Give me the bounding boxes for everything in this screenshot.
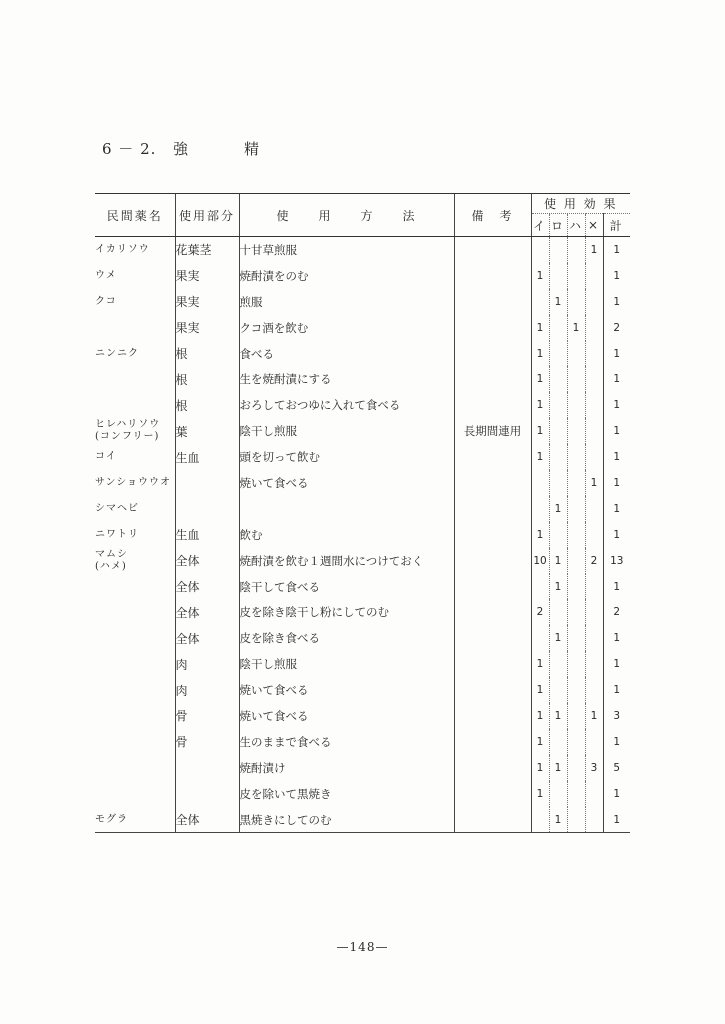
effect-total: 1 [603, 392, 630, 418]
effect-ro-count: 1 [549, 548, 567, 574]
table-row [95, 703, 630, 729]
usage-method: 焼いて食べる [239, 703, 454, 729]
effect-x-count [585, 599, 603, 625]
effect-total: 1 [603, 341, 630, 367]
effect-i-count: 10 [531, 548, 549, 574]
effect-i-count [531, 807, 549, 833]
page-number: —148— [336, 940, 389, 954]
effect-x-count [585, 781, 603, 807]
col-header-name: 民間薬名 [95, 194, 175, 237]
effect-total: 5 [603, 755, 630, 781]
remark [454, 625, 531, 651]
part-used: 全体 [175, 625, 239, 651]
effect-i-count: 1 [531, 755, 549, 781]
col-header-effect-ha: ハ [567, 214, 585, 237]
herb-name: ヒレハリソウ [95, 419, 161, 431]
effect-ro-count [549, 418, 567, 444]
table-row [95, 651, 630, 677]
effect-ha-count [567, 496, 585, 522]
remark: 長期間連用 [454, 418, 531, 444]
effect-total: 1 [603, 651, 630, 677]
part-used: 根 [175, 392, 239, 418]
remark [454, 781, 531, 807]
effect-x-count [585, 625, 603, 651]
effect-i-count: 1 [531, 522, 549, 548]
herb-name-cell [95, 548, 175, 574]
part-used: 果実 [175, 315, 239, 341]
effect-ha-count [567, 755, 585, 781]
effect-ro-count [549, 444, 567, 470]
part-used: 骨 [175, 703, 239, 729]
effect-ro-count [549, 392, 567, 418]
effect-x-count: 1 [585, 703, 603, 729]
table-row [95, 315, 630, 341]
table-row [95, 574, 630, 600]
remark [454, 444, 531, 470]
table-row [95, 677, 630, 703]
part-used [175, 781, 239, 807]
usage-method: おろしておつゆに入れて食べる [239, 392, 454, 418]
effect-total: 1 [603, 781, 630, 807]
table-row [95, 341, 630, 367]
effect-total: 1 [603, 470, 630, 496]
section-number: 6 － 2. [102, 140, 157, 158]
remark [454, 470, 531, 496]
effect-ro-count [549, 522, 567, 548]
effect-ro-count: 1 [549, 703, 567, 729]
usage-method: 皮を除き陰干し粉にしてのむ [239, 599, 454, 625]
effect-total: 1 [603, 418, 630, 444]
remark [454, 392, 531, 418]
herb-name-cell [95, 392, 175, 418]
effect-total: 1 [603, 444, 630, 470]
herb-name-cell [95, 755, 175, 781]
effect-i-count [531, 237, 549, 263]
herb-name-cell [95, 574, 175, 600]
herb-name-cell [95, 651, 175, 677]
effect-ro-count [549, 651, 567, 677]
effect-total: 1 [603, 496, 630, 522]
effect-total: 1 [603, 574, 630, 600]
effect-total: 3 [603, 703, 630, 729]
table-row [95, 289, 630, 315]
table-row [95, 444, 630, 470]
part-used: 全体 [175, 574, 239, 600]
table-row [95, 418, 630, 444]
usage-method: 焼酎漬け [239, 755, 454, 781]
remark [454, 599, 531, 625]
effect-total: 2 [603, 315, 630, 341]
effect-total: 13 [603, 548, 630, 574]
section-title-char-1: 強 [173, 140, 190, 158]
effect-ha-count [567, 418, 585, 444]
usage-method: 飲む [239, 522, 454, 548]
part-used: 生血 [175, 444, 239, 470]
effect-x-count [585, 677, 603, 703]
remark [454, 366, 531, 392]
effect-ro-count [549, 599, 567, 625]
effect-ro-count [549, 366, 567, 392]
effect-ha-count [567, 470, 585, 496]
usage-method: 食べる [239, 341, 454, 367]
col-header-part: 使用部分 [175, 194, 239, 237]
effect-ha-count [567, 522, 585, 548]
effect-x-count [585, 366, 603, 392]
part-used: 全体 [175, 548, 239, 574]
remark [454, 315, 531, 341]
effect-ro-count: 1 [549, 289, 567, 315]
effect-i-count: 2 [531, 599, 549, 625]
herb-name-cell [95, 470, 175, 496]
effect-ro-count [549, 341, 567, 367]
effect-ha-count [567, 237, 585, 263]
effect-ha-count [567, 781, 585, 807]
herb-name: モグラ [95, 813, 128, 825]
herb-name: ウメ [95, 269, 117, 281]
part-used: 生血 [175, 522, 239, 548]
part-used: 根 [175, 341, 239, 367]
herb-name-cell [95, 496, 175, 522]
table-row [95, 755, 630, 781]
remark [454, 289, 531, 315]
col-header-effects: 使 用 効 果 [531, 194, 630, 214]
effect-i-count [531, 470, 549, 496]
effect-x-count [585, 807, 603, 833]
remark [454, 807, 531, 833]
part-used: 全体 [175, 807, 239, 833]
effect-ha-count [567, 729, 585, 755]
table-row [95, 625, 630, 651]
effect-x-count: 3 [585, 755, 603, 781]
effect-i-count [531, 289, 549, 315]
herb-name-cell [95, 625, 175, 651]
effect-x-count: 1 [585, 237, 603, 263]
col-header-method: 使 用 方 法 [239, 194, 454, 237]
effect-ha-count [567, 392, 585, 418]
usage-method: 十甘草煎服 [239, 237, 454, 263]
effect-ha-count [567, 625, 585, 651]
table-row [95, 807, 630, 833]
section-title-char-2: 精 [244, 140, 261, 158]
effect-ro-count [549, 237, 567, 263]
table-row [95, 599, 630, 625]
effect-x-count [585, 418, 603, 444]
effect-total: 1 [603, 237, 630, 263]
effect-ro-count [549, 677, 567, 703]
herb-name-cell [95, 341, 175, 367]
herb-name-cell [95, 418, 175, 444]
herb-name: サンショウウオ [95, 476, 172, 488]
herb-alt-name: (ハメ) [95, 560, 127, 572]
effect-i-count: 1 [531, 418, 549, 444]
col-header-note: 備 考 [454, 194, 531, 237]
effect-x-count [585, 444, 603, 470]
herb-name-cell [95, 729, 175, 755]
herb-name: ニワトリ [95, 528, 139, 540]
effect-i-count: 1 [531, 729, 549, 755]
part-used: 根 [175, 366, 239, 392]
herb-name-cell [95, 807, 175, 833]
effect-ha-count [567, 366, 585, 392]
folk-medicine-table [95, 193, 630, 833]
usage-method: 頭を切って飲む [239, 444, 454, 470]
effect-x-count [585, 341, 603, 367]
effect-total: 1 [603, 289, 630, 315]
part-used: 花葉茎 [175, 237, 239, 263]
effect-x-count [585, 289, 603, 315]
effect-x-count [585, 496, 603, 522]
effect-ro-count [549, 470, 567, 496]
herb-name: シマヘビ [95, 502, 139, 514]
usage-method [239, 496, 454, 522]
remark [454, 677, 531, 703]
remark [454, 574, 531, 600]
remark [454, 341, 531, 367]
part-used [175, 470, 239, 496]
effect-i-count: 1 [531, 703, 549, 729]
remark [454, 703, 531, 729]
table-row [95, 366, 630, 392]
part-used: 葉 [175, 418, 239, 444]
usage-method: 焼いて食べる [239, 677, 454, 703]
table-row [95, 237, 630, 263]
effect-i-count: 1 [531, 341, 549, 367]
effect-ha-count [567, 548, 585, 574]
herb-name: ニンニク [95, 347, 139, 359]
effect-i-count: 1 [531, 781, 549, 807]
part-used: 全体 [175, 599, 239, 625]
effect-i-count: 1 [531, 315, 549, 341]
herb-name-cell [95, 677, 175, 703]
usage-method: 陰干し煎服 [239, 651, 454, 677]
effect-i-count: 1 [531, 677, 549, 703]
effect-total: 2 [603, 599, 630, 625]
herb-name-cell [95, 599, 175, 625]
usage-method: 陰干し煎服 [239, 418, 454, 444]
remark [454, 548, 531, 574]
herb-name: イカリソウ [95, 243, 150, 255]
part-used [175, 496, 239, 522]
herb-name-cell [95, 237, 175, 263]
herb-name: マムシ [95, 548, 128, 560]
usage-method: 陰干して食べる [239, 574, 454, 600]
usage-method: 焼酎漬を飲む１週間水につけておく [239, 548, 454, 574]
effect-i-count [531, 574, 549, 600]
effect-ro-count [549, 729, 567, 755]
herb-name-cell [95, 444, 175, 470]
remark [454, 729, 531, 755]
effect-total: 1 [603, 625, 630, 651]
usage-method: 皮を除いて黒焼き [239, 781, 454, 807]
remark [454, 237, 531, 263]
effect-x-count [585, 392, 603, 418]
table-row [95, 496, 630, 522]
herb-name-cell [95, 315, 175, 341]
effect-i-count: 1 [531, 263, 549, 289]
effect-ha-count [567, 289, 585, 315]
part-used: 骨 [175, 729, 239, 755]
effect-ha-count [567, 341, 585, 367]
usage-method: 焼酎漬をのむ [239, 263, 454, 289]
usage-method: 皮を除き食べる [239, 625, 454, 651]
herb-name-cell [95, 522, 175, 548]
effect-ro-count: 1 [549, 625, 567, 651]
part-used: 果実 [175, 289, 239, 315]
effect-i-count: 1 [531, 651, 549, 677]
col-header-effect-x: × [585, 214, 603, 237]
effect-total: 1 [603, 522, 630, 548]
effect-i-count [531, 625, 549, 651]
effect-ha-count [567, 599, 585, 625]
effect-ro-count [549, 315, 567, 341]
herb-name: クコ [95, 295, 117, 307]
herb-name: コイ [95, 451, 117, 463]
table-row [95, 263, 630, 289]
effect-ro-count [549, 781, 567, 807]
effect-total: 1 [603, 729, 630, 755]
table-row [95, 392, 630, 418]
effect-x-count [585, 651, 603, 677]
col-header-effect-ro: ロ [549, 214, 567, 237]
part-used: 果実 [175, 263, 239, 289]
table-row [95, 522, 630, 548]
remark [454, 496, 531, 522]
herb-name-cell [95, 703, 175, 729]
remark [454, 522, 531, 548]
effect-ha-count [567, 807, 585, 833]
herb-name-cell [95, 366, 175, 392]
remark [454, 263, 531, 289]
effect-ha-count [567, 263, 585, 289]
table-row [95, 781, 630, 807]
usage-method: 焼いて食べる [239, 470, 454, 496]
table-row [95, 470, 630, 496]
table-row [95, 548, 630, 574]
effect-total: 1 [603, 366, 630, 392]
effect-ha-count [567, 444, 585, 470]
effect-x-count [585, 315, 603, 341]
effect-ro-count [549, 263, 567, 289]
part-used [175, 755, 239, 781]
herb-name-cell [95, 263, 175, 289]
effect-total: 1 [603, 677, 630, 703]
part-used: 肉 [175, 677, 239, 703]
herb-name-cell [95, 781, 175, 807]
usage-method: クコ酒を飲む [239, 315, 454, 341]
usage-method: 生を焼酎漬にする [239, 366, 454, 392]
effect-total: 1 [603, 263, 630, 289]
effect-i-count: 1 [531, 392, 549, 418]
usage-method: 煎服 [239, 289, 454, 315]
effect-ro-count: 1 [549, 496, 567, 522]
effect-i-count: 1 [531, 444, 549, 470]
herb-alt-name: (コンフリー) [95, 431, 160, 443]
effect-ha-count [567, 703, 585, 729]
effect-x-count: 2 [585, 548, 603, 574]
usage-method: 黒焼きにしてのむ [239, 807, 454, 833]
effect-ha-count: 1 [567, 315, 585, 341]
effect-ha-count [567, 677, 585, 703]
effect-ro-count: 1 [549, 807, 567, 833]
col-header-total: 計 [603, 214, 630, 237]
remark [454, 755, 531, 781]
remark [454, 651, 531, 677]
effect-x-count [585, 574, 603, 600]
table-row [95, 729, 630, 755]
effect-ro-count: 1 [549, 574, 567, 600]
col-header-effect-i: イ [531, 214, 549, 237]
effect-x-count [585, 729, 603, 755]
effect-ha-count [567, 651, 585, 677]
effect-x-count [585, 522, 603, 548]
effect-x-count: 1 [585, 470, 603, 496]
effect-total: 1 [603, 807, 630, 833]
effect-ro-count: 1 [549, 755, 567, 781]
part-used: 肉 [175, 651, 239, 677]
effect-x-count [585, 263, 603, 289]
herb-name-cell [95, 289, 175, 315]
effect-i-count [531, 496, 549, 522]
usage-method: 生のままで食べる [239, 729, 454, 755]
effect-ha-count [567, 574, 585, 600]
effect-i-count: 1 [531, 366, 549, 392]
